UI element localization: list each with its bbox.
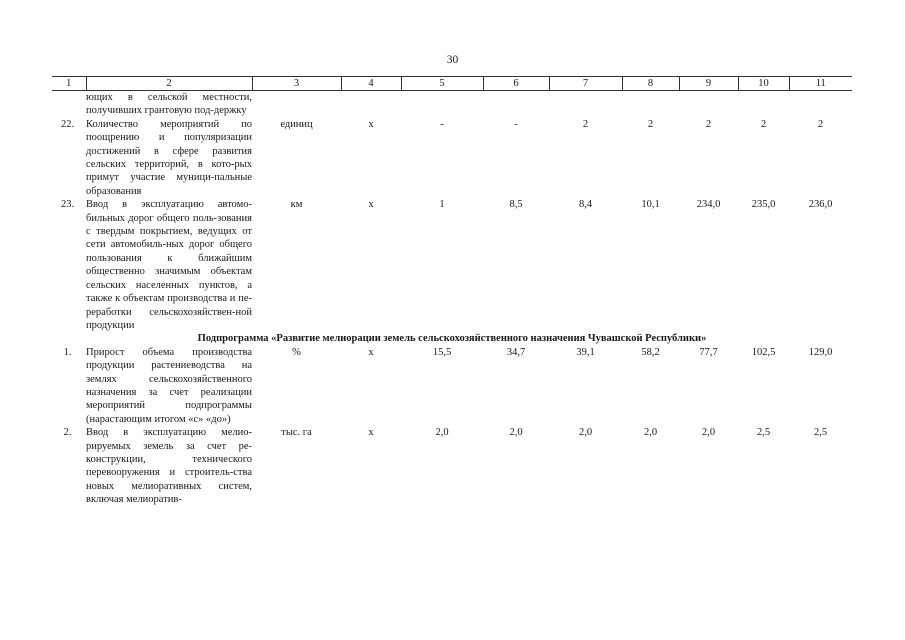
unit-cell: тыс. га: [281, 427, 312, 439]
row-number: 1.: [63, 346, 72, 358]
unit-cell: %: [292, 346, 301, 358]
value-cell: 2: [760, 118, 767, 130]
value-cell: 10,1: [641, 199, 660, 211]
row-number: 22.: [60, 118, 75, 130]
column-number-row: [52, 77, 852, 91]
subprogram-heading: Подпрограмма «Развитие мелиорации земель сельскохозяйственного назначения Чувашской Республики»: [197, 333, 707, 345]
value-cell: [738, 91, 789, 118]
column-header: 7: [549, 77, 622, 91]
indicator-description: Ввод в эксплуатацию мелио-рируемых земель за счет ре-конструкции, технического перевооружения и строитель-ства новых мелиоративных систем, включая мелиоратив-: [86, 427, 252, 506]
value-cell: 2,0: [578, 427, 593, 439]
column-header: 1: [52, 77, 86, 91]
indicators-table: [52, 76, 852, 507]
row-number: 23.: [60, 199, 75, 211]
column-header: 10: [738, 77, 789, 91]
column-header: 4: [341, 77, 401, 91]
unit-cell: [252, 91, 341, 118]
value-cell: [401, 91, 483, 118]
value-cell: -: [514, 118, 518, 130]
value-cell: х: [368, 118, 374, 130]
value-cell: [789, 91, 852, 118]
value-cell: 2,0: [643, 427, 658, 439]
value-cell: 129,0: [808, 346, 833, 358]
value-cell: 235,0: [751, 199, 776, 211]
column-header: 11: [789, 77, 852, 91]
table-row: [52, 346, 852, 426]
value-cell: х: [368, 427, 374, 439]
value-cell: 2,5: [756, 427, 771, 439]
unit-cell: км: [290, 199, 303, 211]
indicator-description: Прирост объема производства продукции растениеводства на землях сельскохозяйственного назначения за счет реализации мероприятий подпрограммы (нарастающим итогом «с» «до»): [86, 346, 252, 425]
table-row: [52, 426, 852, 506]
table-row: [52, 118, 852, 198]
value-cell: 2: [705, 118, 712, 130]
row-number: 2.: [63, 427, 72, 439]
value-cell: 102,5: [751, 346, 776, 358]
value-cell: 77,7: [699, 346, 718, 358]
table-row: [52, 198, 852, 332]
value-cell: 2,5: [813, 427, 828, 439]
value-cell: 39,1: [576, 346, 595, 358]
value-cell: 236,0: [808, 199, 833, 211]
column-header: 2: [86, 77, 252, 91]
value-cell: [549, 91, 622, 118]
column-header: 8: [622, 77, 679, 91]
page-number: 30: [446, 54, 459, 66]
value-cell: 2,0: [701, 427, 716, 439]
value-cell: [341, 91, 401, 118]
value-cell: 2: [582, 118, 589, 130]
value-cell: [679, 91, 738, 118]
row-number: [52, 91, 86, 118]
value-cell: 15,5: [432, 346, 452, 358]
value-cell: 2,0: [509, 427, 523, 439]
value-cell: [622, 91, 679, 118]
value-cell: [483, 91, 549, 118]
indicator-description: Количество мероприятий по поощрению и популяризации достижений в сфере развития сельских территорий, в кото-рых примут участие муници-пальные образования: [86, 118, 252, 197]
unit-cell: единиц: [280, 118, 313, 130]
value-cell: 34,7: [506, 346, 526, 358]
value-cell: х: [368, 199, 374, 211]
value-cell: х: [368, 346, 374, 358]
column-header: 9: [679, 77, 738, 91]
value-cell: 58,2: [641, 346, 660, 358]
subprogram-heading-row: [52, 332, 852, 345]
column-header: 6: [483, 77, 549, 91]
indicator-description: Ввод в эксплуатацию автомо-бильных дорог общего поль-зования с твердым покрытием, ведущих от сети автомобиль-ных дорог общего пользования к ближайшим общественно значимым объектам сельских населенных пунктов, а также к объектам производства и пе-реработки сельскохозяйствен-ной продукции: [86, 199, 252, 331]
column-header: 3: [252, 77, 341, 91]
value-cell: 234,0: [696, 199, 721, 211]
value-cell: 8,5: [509, 199, 523, 211]
value-cell: 1: [439, 199, 445, 211]
value-cell: -: [440, 118, 444, 130]
value-cell: 8,4: [578, 199, 593, 211]
column-header: 5: [401, 77, 483, 91]
indicator-description: ющих в сельской местности, получивших грантовую под-держку: [86, 92, 252, 117]
value-cell: 2,0: [435, 427, 449, 439]
table-row: [52, 91, 852, 118]
value-cell: 2: [817, 118, 824, 130]
value-cell: 2: [647, 118, 654, 130]
